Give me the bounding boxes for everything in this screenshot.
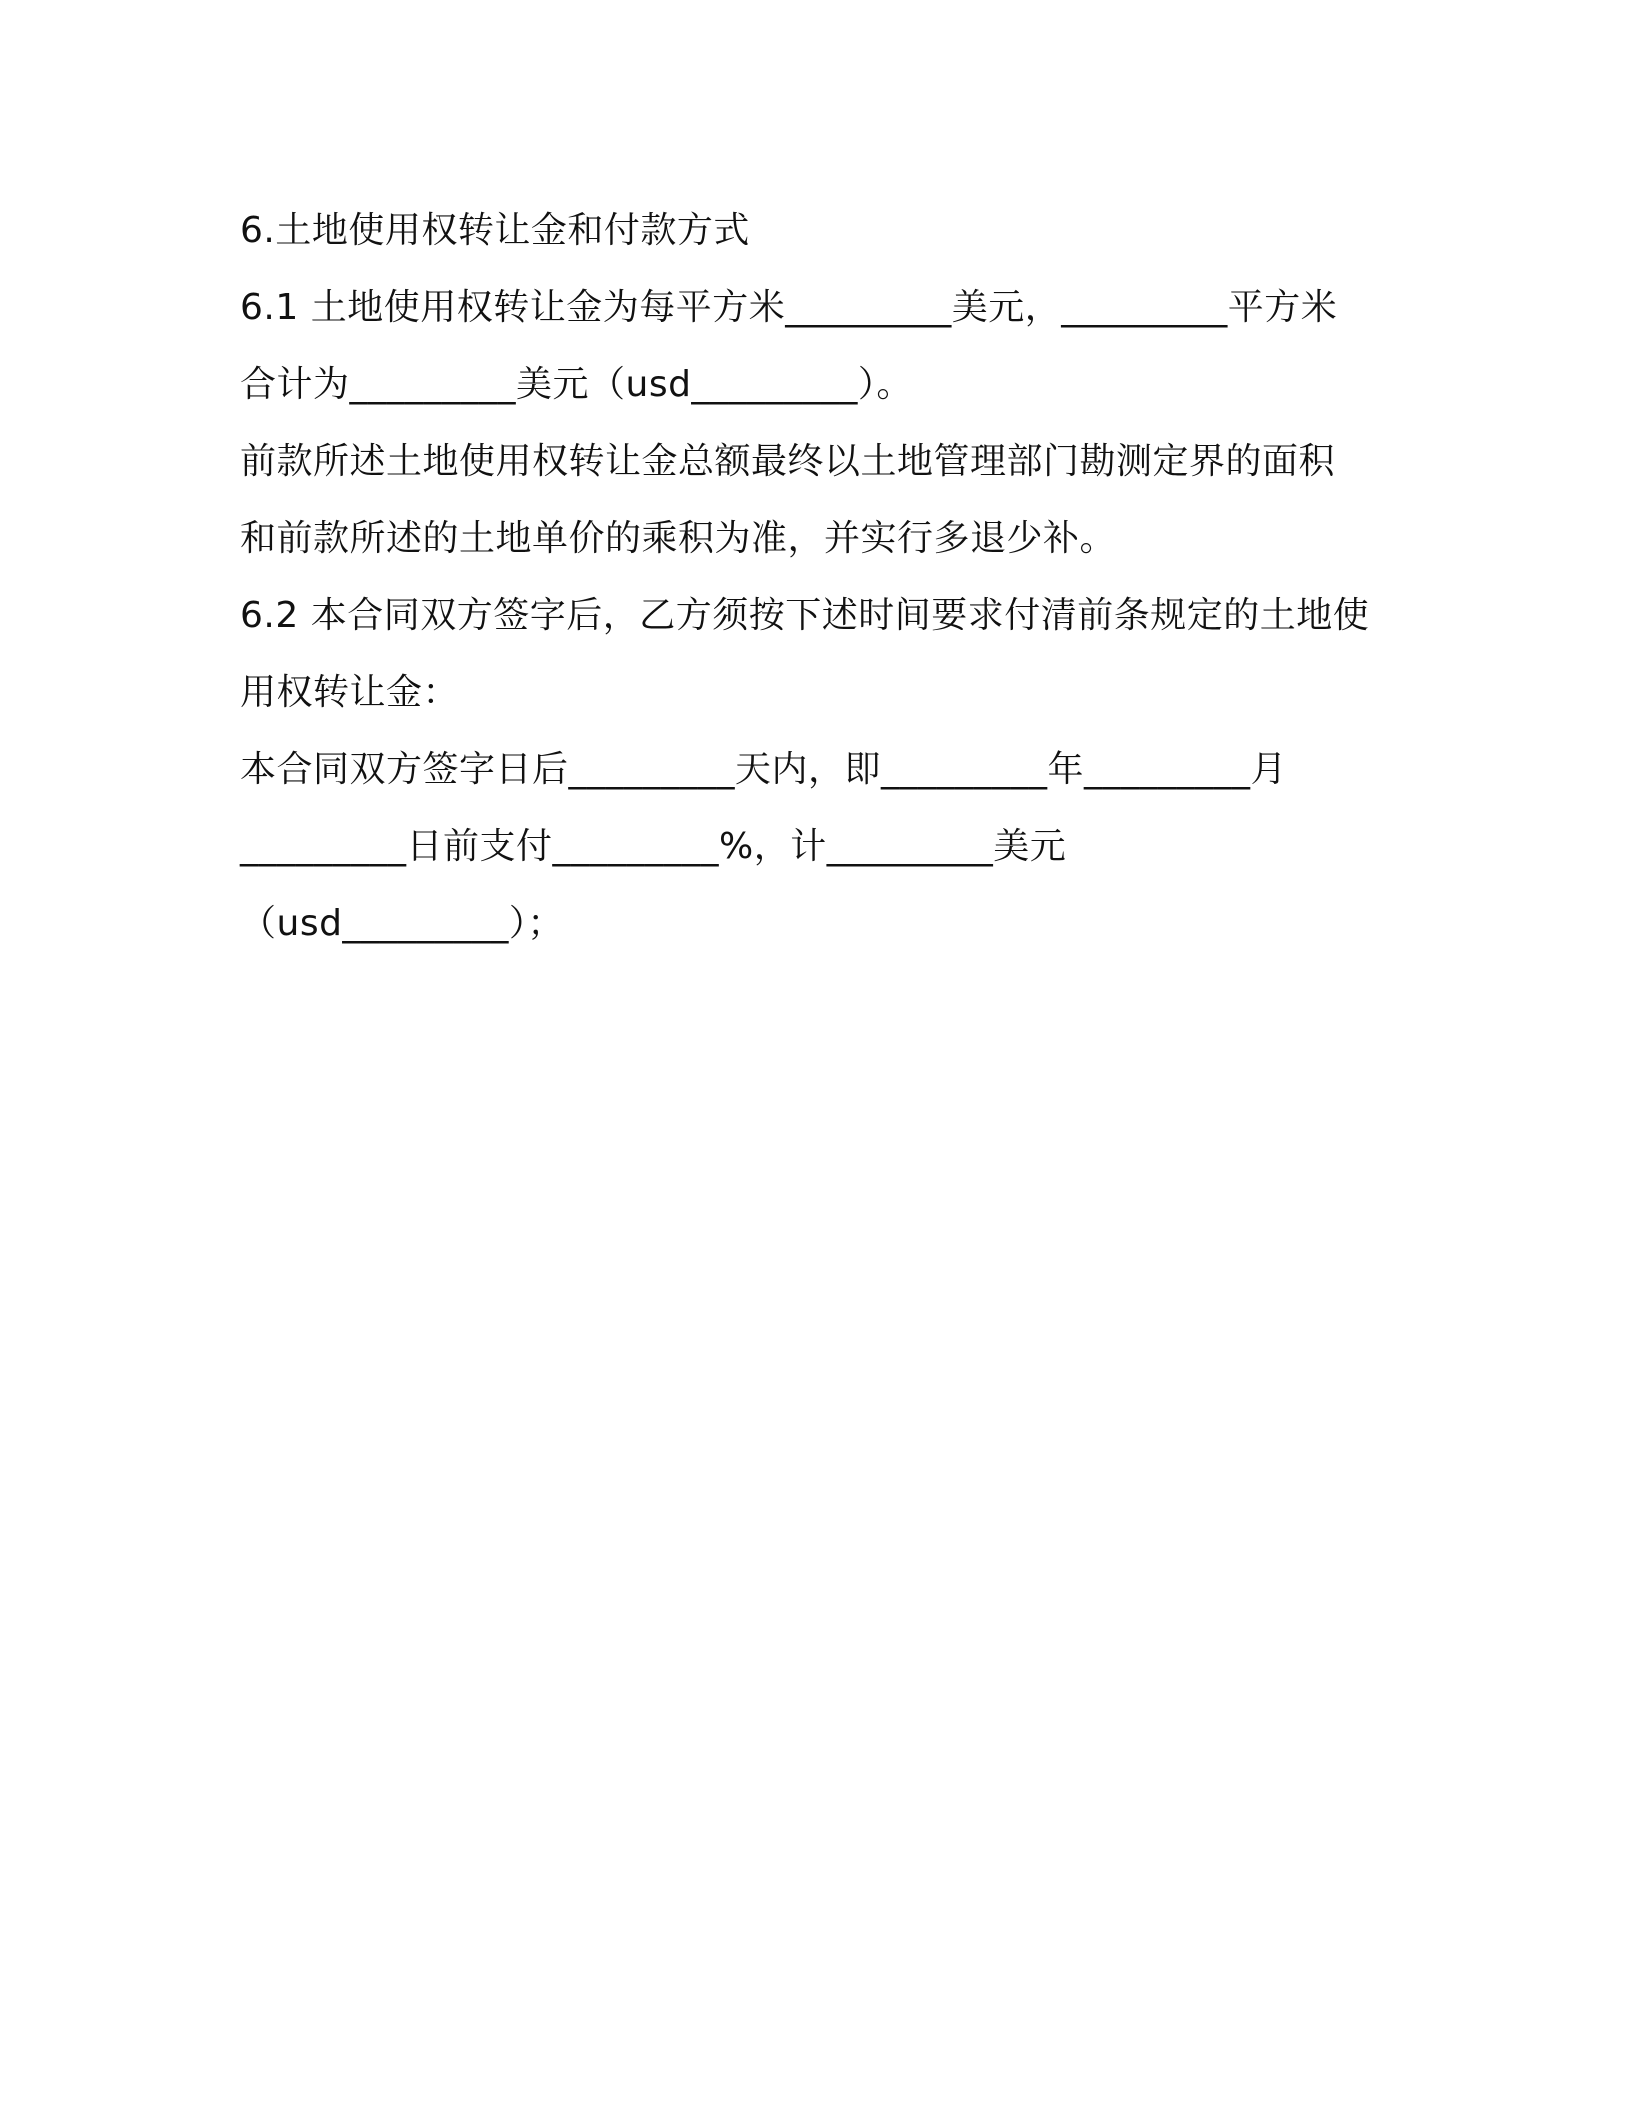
clause-6-1-note-line-1: 前款所述土地使用权转让金总额最终以土地管理部门勘测定界的面积 [240,441,1336,482]
payment-schedule-line-2: _________日前支付_________%，计_________美元 [240,826,1067,867]
section-heading: 6.土地使用权转让金和付款方式 [240,210,750,251]
document-body [240,192,1400,962]
payment-schedule-line-3: （usd_________）； [240,903,564,944]
clause-6-2-line-2: 用权转让金： [240,672,460,713]
clause-6-1-line-2: 合计为_________美元（usd_________）。 [240,364,913,405]
clause-6-2-line-1: 6.2 本合同双方签字后，乙方须按下述时间要求付清前条规定的土地使 [240,595,1370,636]
clause-6-1-note-line-2: 和前款所述的土地单价的乘积为准，并实行多退少补。 [240,518,1117,559]
clause-6-1-line-1: 6.1 土地使用权转让金为每平方米_________美元，_________平方米 [240,287,1338,328]
payment-schedule-line-1: 本合同双方签字日后_________天内，即_________年_________月 [240,749,1288,790]
